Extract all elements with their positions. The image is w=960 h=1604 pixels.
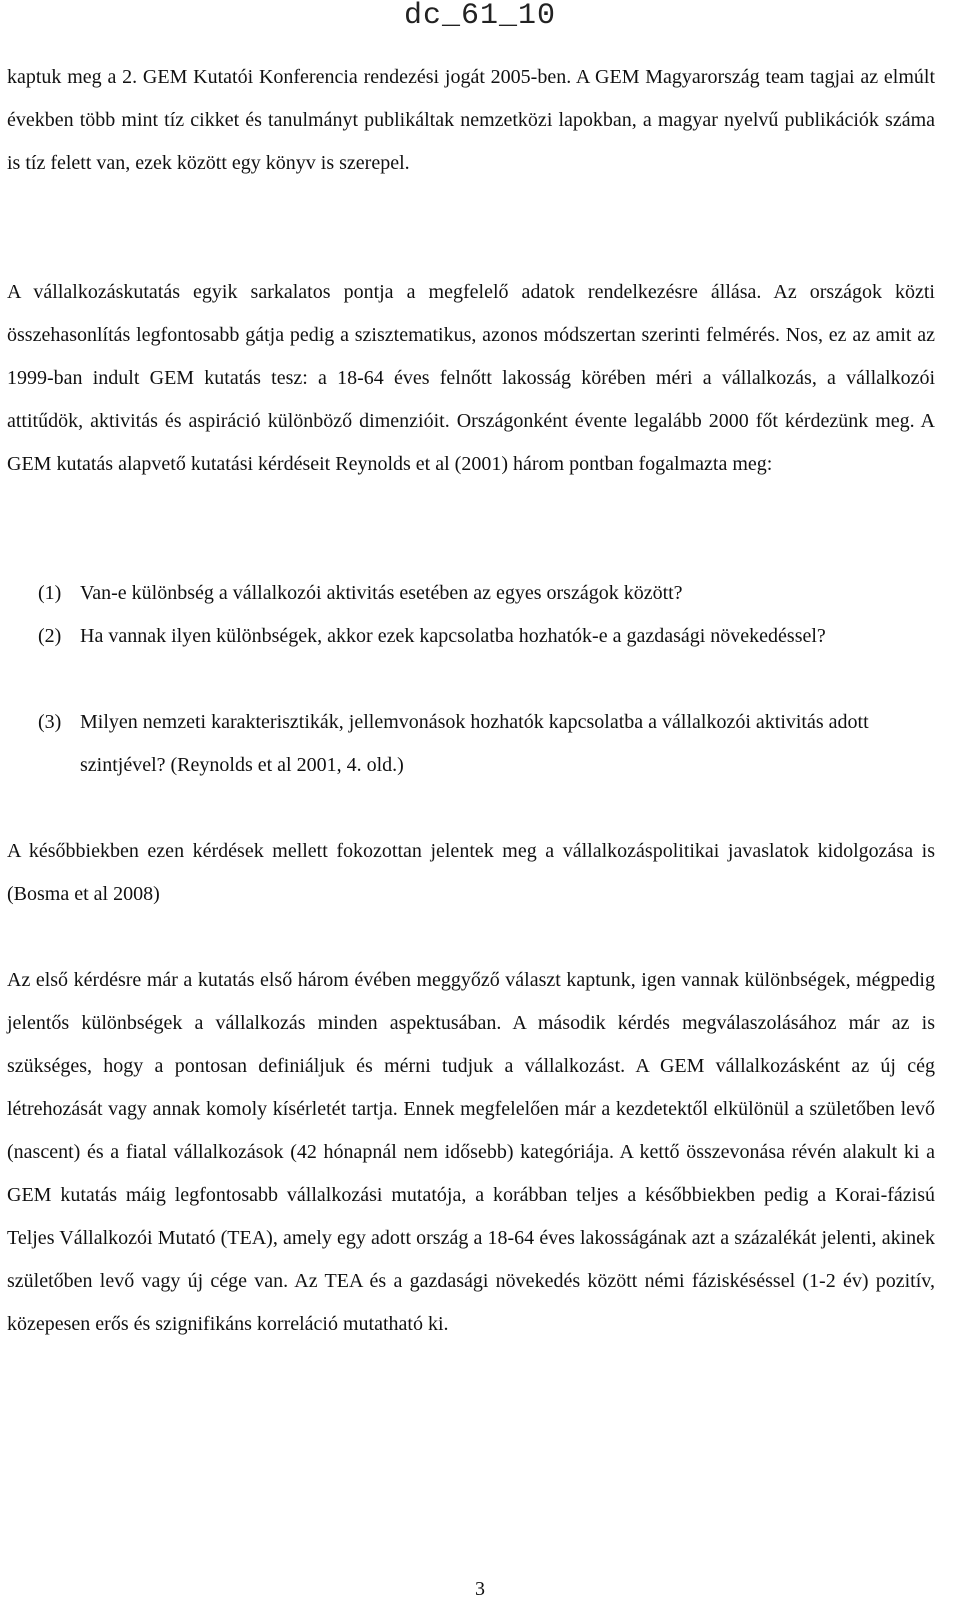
page-number: 3 xyxy=(475,1578,485,1600)
paragraph-gem-publications: kaptuk meg a 2. GEM Kutatói Konferencia rendezési jogát 2005-ben. A GEM Magyarország team tagjai az elmúlt években több mint tíz cikket és tanulmányt publikáltak nemzetközi lapokban, a magyar nyelvű publikációk száma is tíz felett van, ezek között egy könyv is szerepel. xyxy=(7,66,935,174)
question-text: Ha vannak ilyen különbségek, akkor ezek kapcsolatba hozhatók-e a gazdasági növekedéssel? xyxy=(80,625,826,647)
paragraph-tea-indicator: Az első kérdésre már a kutatás első három évében meggyőző választ kaptunk, igen vannak különbségek, mégpedig jelentős különbségek a vállalkozás minden aspektusában. A második kérdés megválaszolásához már az is szükséges, hogy a pontosan definiáljuk és mérni tudjuk a vállalkozást. A GEM vállalkozásként az új cég létrehozását vagy annak komoly kísérletét tartja. Ennek megfelelően már a kezdetektől elkülönül a születőben levő (nascent) és a fiatal vállalkozások (42 hónapnál nem idősebb) kategóriája. A kettő összevonása révén alakult ki a GEM kutatás máig legfontosabb vállalkozási mutatója, a korábban teljes a későbbiekben pedig a Korai-fázisú Teljes Vállalkozói Mutató (TEA), amely egy adott ország a 18-64 éves lakosságának azt a százalékát jelenti, akinek születőben levő vagy új cége van. Az TEA és a gazdasági növekedés között némi fáziskéséssel (1-2 év) pozitív, közepesen erős és szignifikáns korreláció mutatható ki. xyxy=(7,969,935,1335)
question-number: (2) xyxy=(38,625,62,647)
question-text: Milyen nemzeti karakterisztikák, jellemvonások hozhatók kapcsolatba a vállalkozói aktivitás adott szintjével? (Reynolds et al 2001, 4. old.) xyxy=(80,711,869,776)
paragraph-policy-recommendations: A későbbiekben ezen kérdések mellett fokozottan jelentek meg a vállalkozáspolitikai javaslatok kidolgozása is (Bosma et al 2008) xyxy=(7,840,935,905)
question-text: Van-e különbség a vállalkozói aktivitás esetében az egyes országok között? xyxy=(80,582,683,604)
paragraph-research-methodology: A vállalkozáskutatás egyik sarkalatos pontja a megfelelő adatok rendelkezésre állása. Az országok közti összehasonlítás legfontosabb gátja pedig a szisztematikus, azonos módszertan szerinti felmérés. Nos, ez az amit az 1999-ban indult GEM kutatás tesz: a 18-64 éves felnőtt lakosság körében méri a vállalkozás, a vállalkozói attitűdök, aktivitás és aspiráció különböző dimenzióit. Országonként évente legalább 2000 főt kérdezünk meg. A GEM kutatás alapvető kutatási kérdéseit Reynolds et al (2001) három pontban fogalmazta meg: xyxy=(7,281,935,475)
question-number: (1) xyxy=(38,582,62,604)
document-id-header: dc_61_10 xyxy=(403,0,557,33)
question-number: (3) xyxy=(38,711,62,733)
